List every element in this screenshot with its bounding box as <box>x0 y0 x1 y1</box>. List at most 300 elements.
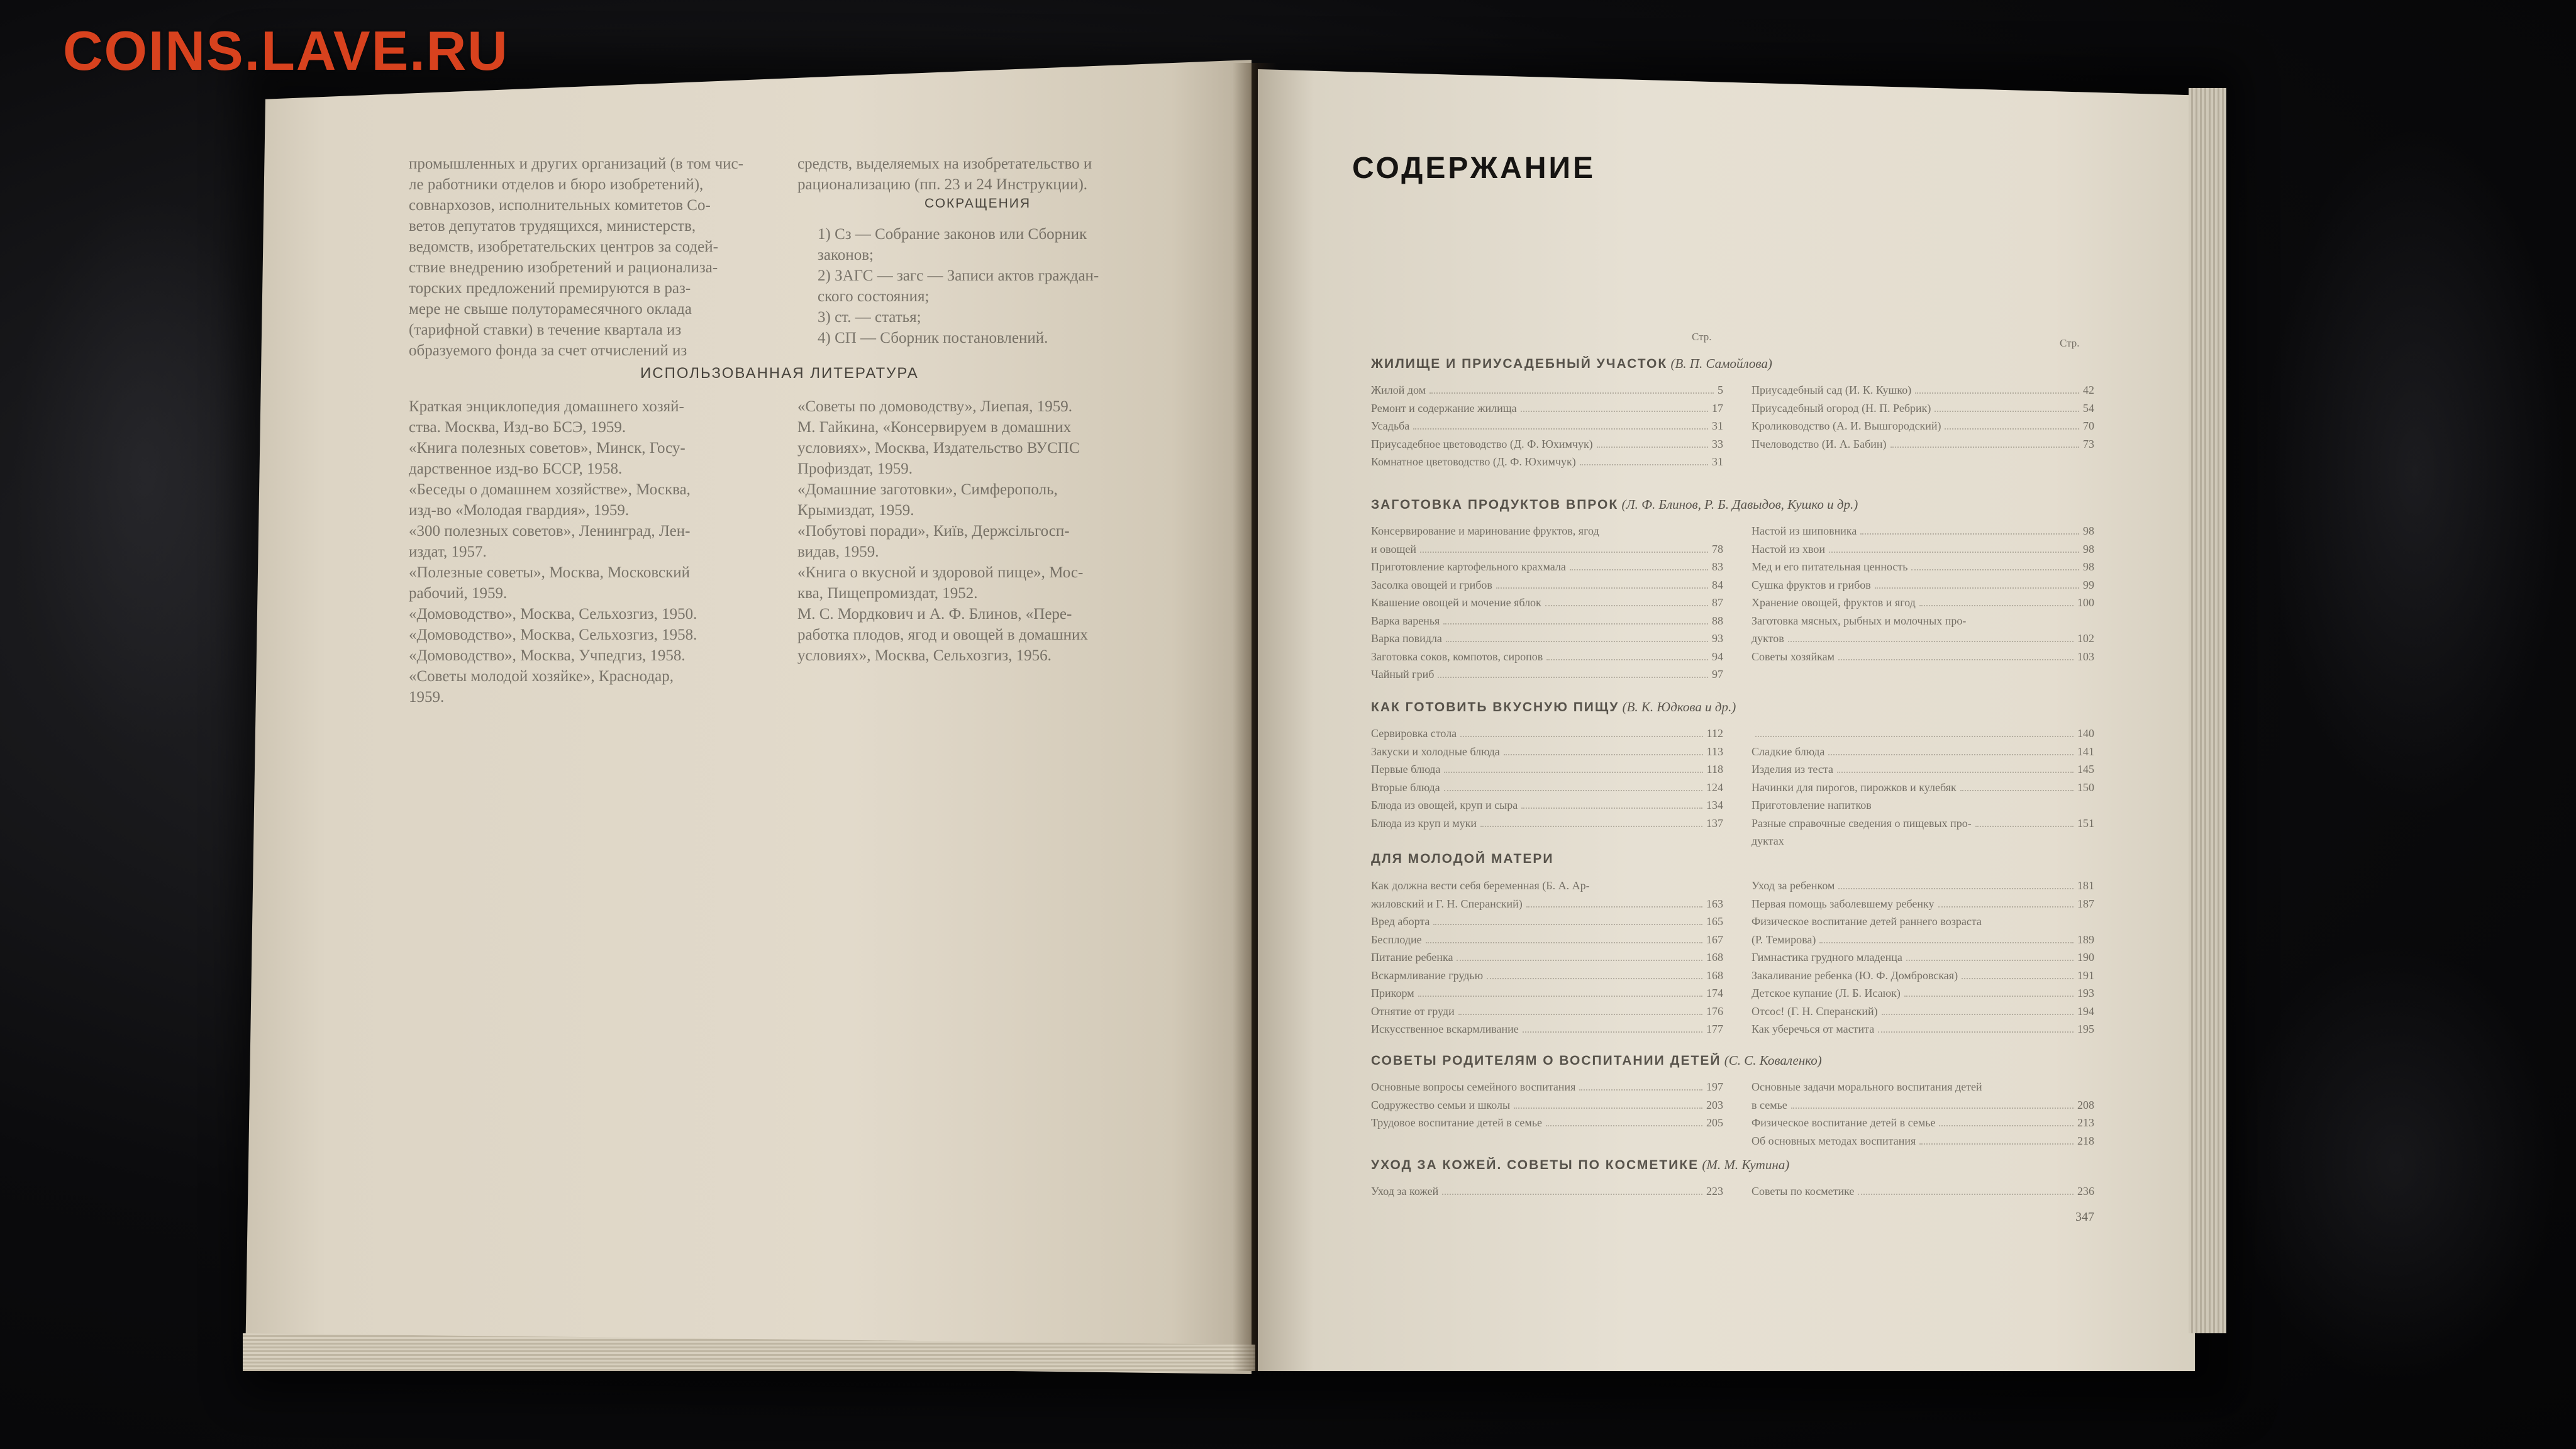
text-line: «Советы по домоводству», Лиепая, 1959. <box>797 398 1072 415</box>
toc-entry-title: Трудовое воспитание детей в семье <box>1371 1116 1543 1129</box>
text-line: промышленных и других организаций (в том чис- <box>409 155 743 172</box>
toc-column-left <box>1371 1078 1723 1132</box>
toc-column-right <box>1752 1078 2094 1150</box>
toc-entry <box>1752 1078 2094 1096</box>
toc-entry-page: 205 <box>1706 1116 1723 1129</box>
section-author: (С. С. Коваленко) <box>1721 1053 1822 1068</box>
page-column-label: Стр. <box>2060 337 2080 349</box>
toc-entry <box>1371 1002 1723 1021</box>
dot-leader <box>1438 677 1708 678</box>
toc-entry-title: Первая помощь заболевшему ребенку <box>1752 897 1935 910</box>
toc-entry-page: 124 <box>1706 780 1723 794</box>
text-line: 4) СП — Сборник постановлений. <box>818 330 1048 347</box>
toc-entry-title: Настой из шиповника <box>1752 525 1857 537</box>
text-line: Крымиздат, 1959. <box>797 502 914 519</box>
dot-leader <box>1919 1143 2074 1145</box>
dot-leader <box>1904 996 2074 997</box>
toc-entry-title: Основные вопросы семейного воспитания <box>1371 1080 1576 1093</box>
text-line: условиях», Москва, Издательство ВУСПС <box>797 440 1080 457</box>
text-line: видав, 1959. <box>797 543 879 560</box>
toc-entry-title: Варка варенья <box>1371 614 1440 627</box>
toc-entry-page: 165 <box>1706 915 1723 928</box>
text-line: рабочий, 1959. <box>409 585 508 602</box>
dot-leader <box>1838 888 2074 889</box>
toc-entry-page: 141 <box>2077 745 2094 758</box>
text-line: ского состояния; <box>818 288 930 305</box>
toc-entry <box>1752 931 2094 949</box>
text-line: ветов депутатов трудящихся, министерств, <box>409 218 696 235</box>
text-line: «Беседы о домашнем хозяйстве», Москва, <box>409 481 691 498</box>
dot-leader <box>1545 605 1708 606</box>
toc-entry-page: 203 <box>1706 1098 1723 1111</box>
toc-entry-title: Советы по косметике <box>1752 1185 1855 1197</box>
toc-entry-title: Заготовка соков, компотов, сиропов <box>1371 650 1543 663</box>
toc-entry-title: Начинки для пирогов, пирожков и кулебяк <box>1752 780 1957 794</box>
section-title: ЗАГОТОВКА ПРОДУКТОВ ВПРОК <box>1371 497 1619 512</box>
toc-entry-page: 150 <box>2077 780 2094 794</box>
toc-entry-title: Уход за кожей <box>1371 1185 1439 1197</box>
toc-entry <box>1752 724 2094 743</box>
toc-entry-title: Физическое воспитание детей раннего возраста <box>1752 915 1982 928</box>
toc-entry-page: 97 <box>1712 668 1723 680</box>
toc-column-left <box>1371 877 1723 1038</box>
toc-entry-page: 189 <box>2077 933 2094 946</box>
toc-entry <box>1371 612 1723 630</box>
toc-entry <box>1752 1182 2094 1201</box>
dot-leader <box>1829 552 2079 553</box>
toc-column-right <box>1752 1182 2094 1201</box>
text-line: «Домоводство», Москва, Учпедгиз, 1958. <box>409 647 686 664</box>
dot-leader <box>1514 1108 1702 1109</box>
background-fold <box>2233 943 2560 1384</box>
text-line: ле работники отделов и бюро изобретений), <box>409 176 704 193</box>
toc-entry-page: 17 <box>1712 401 1723 414</box>
toc-entry-page: 31 <box>1712 419 1723 432</box>
dot-leader <box>1858 1194 2074 1195</box>
toc-section-heading <box>1371 852 1554 867</box>
toc-entry <box>1371 522 1723 540</box>
dot-leader <box>1819 942 2074 943</box>
toc-entry-page: 236 <box>2077 1185 2094 1197</box>
toc-entry-title: Приготовление картофельного крахмала <box>1371 560 1566 573</box>
toc-entry <box>1371 576 1723 594</box>
toc-entry-title: Вторые блюда <box>1371 780 1440 794</box>
background-fold <box>2264 126 2566 818</box>
toc-entry-title: Приусадебное цветоводство (Д. Ф. Юхимчук) <box>1371 437 1593 450</box>
toc-entry-page: 177 <box>1706 1023 1723 1035</box>
dot-leader <box>1938 906 2074 908</box>
text-line: 1) Сз — Собрание законов или Сборник <box>818 226 1087 243</box>
toc-entry <box>1371 648 1723 666</box>
toc-entry-page: 176 <box>1706 1004 1723 1018</box>
toc-entry <box>1371 760 1723 779</box>
toc-entry <box>1371 540 1723 558</box>
right-top-column <box>797 153 1175 195</box>
toc-entry <box>1371 913 1723 931</box>
toc-entry-title: Блюда из овощей, круп и сыра <box>1371 799 1518 811</box>
toc-entry-page: 84 <box>1712 578 1723 591</box>
toc-entry-page: 181 <box>2077 879 2094 892</box>
toc-column-right <box>1752 724 2094 850</box>
toc-entry-title: Заготовка мясных, рыбных и молочных про- <box>1752 614 1967 627</box>
toc-entry <box>1752 895 2094 913</box>
toc-entry <box>1752 743 2094 761</box>
toc-entry <box>1371 743 1723 761</box>
toc-entry-page: 112 <box>1706 727 1723 740</box>
dot-leader <box>1433 924 1702 925</box>
toc-entry-title: Закаливание ребенка (Ю. Ф. Домбровская) <box>1752 969 1958 982</box>
toc-entry <box>1371 630 1723 648</box>
toc-section-heading <box>1371 497 1858 513</box>
dot-leader <box>1460 736 1702 737</box>
toc-entry <box>1752 948 2094 967</box>
toc-entry <box>1371 594 1723 612</box>
dot-leader <box>1418 996 1702 997</box>
text-line: 1959. <box>409 689 445 706</box>
dot-leader <box>1426 942 1702 943</box>
toc-entry-title: Отнятие от груди <box>1371 1004 1455 1018</box>
text-line: «Полезные советы», Москва, Московский <box>409 564 690 581</box>
dot-leader <box>1442 1194 1702 1195</box>
toc-entry-title: Ремонт и содержание жилища <box>1371 401 1517 414</box>
toc-column-left <box>1371 381 1723 471</box>
toc-entry <box>1752 814 2094 833</box>
text-line: мере не свыше полуторамесячного оклада <box>409 301 692 318</box>
dot-leader <box>1580 464 1708 465</box>
text-line: «Книга полезных советов», Минск, Госу- <box>409 440 686 457</box>
dot-leader <box>1962 978 2074 979</box>
dot-leader <box>1911 569 2079 570</box>
toc-section-heading <box>1371 1157 1789 1173</box>
dot-leader <box>1443 623 1708 625</box>
page-number: 347 <box>2075 1210 2094 1224</box>
toc-entry-title: Советы хозяйкам <box>1752 650 1835 663</box>
toc-entry-title: Питание ребенка <box>1371 951 1453 963</box>
toc-entry-page: 54 <box>2083 401 2094 414</box>
toc-entry <box>1752 576 2094 594</box>
literature-right-column <box>797 396 1181 666</box>
toc-entry <box>1371 1182 1723 1201</box>
toc-entry-title: жиловский и Г. Н. Сперанский) <box>1371 897 1523 910</box>
toc-entry <box>1371 796 1723 814</box>
text-line: «Советы молодой хозяйке», Краснодар, <box>409 668 674 685</box>
toc-entry-page: 195 <box>2077 1023 2094 1035</box>
toc-entry <box>1752 558 2094 576</box>
literature-heading: ИСПОЛЬЗОВАННАЯ ЛИТЕРАТУРА <box>640 365 919 382</box>
toc-entry-page: 78 <box>1712 542 1723 555</box>
text-line: М. Гайкина, «Консервируем в домашних <box>797 419 1072 436</box>
toc-entry-title: в семье <box>1752 1098 1787 1111</box>
text-line: ствие внедрению изобретений и рационализа- <box>409 259 718 276</box>
toc-entry-title: Приусадебный огород (Н. П. Ребрик) <box>1752 401 1931 414</box>
toc-entry-title: Изделия из теста <box>1752 763 1833 775</box>
toc-entry <box>1752 522 2094 540</box>
dot-leader <box>1878 1031 2074 1033</box>
toc-entry-title: Разные справочные сведения о пищевых про- <box>1752 816 1972 830</box>
toc-entry <box>1752 796 2094 814</box>
dot-leader <box>1526 906 1702 908</box>
toc-section-heading <box>1371 1053 1822 1069</box>
text-line: издат, 1957. <box>409 543 487 560</box>
toc-entry-title: Содружество семьи и школы <box>1371 1098 1511 1111</box>
toc-entry <box>1371 381 1723 399</box>
toc-entry <box>1752 760 2094 779</box>
toc-entry-title: Комнатное цветоводство (Д. Ф. Юхимчук) <box>1371 455 1576 468</box>
dot-leader <box>1480 826 1702 827</box>
toc-entry-title: Хранение овощей, фруктов и ягод <box>1752 596 1916 609</box>
toc-entry-title: Отсос! (Г. Н. Сперанский) <box>1752 1004 1878 1018</box>
left-top-column <box>409 153 780 361</box>
toc-entry-page: 93 <box>1712 632 1723 645</box>
toc-entry-page: 99 <box>2083 578 2094 591</box>
text-line: средств, выделяемых на изобретательство и <box>797 155 1092 172</box>
toc-entry <box>1752 1002 2094 1021</box>
dot-leader <box>1960 790 2074 791</box>
dot-leader <box>1975 826 2074 827</box>
text-line: «Домашние заготовки», Симферополь, <box>797 481 1058 498</box>
dot-leader <box>1860 533 2079 535</box>
toc-entry-page: 187 <box>2077 897 2094 910</box>
literature-left-column <box>409 396 786 708</box>
section-author: (В. П. Самойлова) <box>1667 356 1772 371</box>
section-title: КАК ГОТОВИТЬ ВКУСНУЮ ПИЩУ <box>1371 700 1619 714</box>
right-page <box>1258 69 2195 1371</box>
toc-entry-page: 98 <box>2083 560 2094 573</box>
text-line: работка плодов, ягод и овощей в домашних <box>797 626 1088 643</box>
toc-entry-title: Как должна вести себя беременная (Б. А. Ар- <box>1371 879 1590 892</box>
toc-entry <box>1752 399 2094 418</box>
toc-entry-title: (Р. Темирова) <box>1752 933 1816 946</box>
dot-leader <box>1521 411 1708 412</box>
toc-entry-title: Закуски и холодные блюда <box>1371 745 1500 758</box>
toc-entry-title: дуктах <box>1752 835 1784 847</box>
toc-entry-page: 70 <box>2083 419 2094 432</box>
toc-entry <box>1371 931 1723 949</box>
dot-leader <box>1446 641 1708 642</box>
text-line: «Домоводство», Москва, Сельхозгиз, 1958. <box>409 626 697 643</box>
toc-entry-page: 168 <box>1706 951 1723 963</box>
toc-entry-title: Кролиководство (А. И. Вышгородский) <box>1752 419 1941 432</box>
toc-entry <box>1371 1020 1723 1038</box>
toc-entry-page: 194 <box>2077 1004 2094 1018</box>
toc-entry <box>1752 1132 2094 1150</box>
dot-leader <box>1504 754 1703 755</box>
toc-entry <box>1752 877 2094 895</box>
toc-entry-title: Бесплодие <box>1371 933 1422 946</box>
text-line: «Домоводство», Москва, Сельхозгиз, 1950. <box>409 606 697 623</box>
toc-entry <box>1371 814 1723 833</box>
toc-entry-title: и овощей <box>1371 542 1416 555</box>
toc-entry-page: 213 <box>2077 1116 2094 1129</box>
toc-entry <box>1371 665 1723 684</box>
toc-entry-page: 197 <box>1706 1080 1723 1093</box>
toc-entry-page: 33 <box>1712 437 1723 450</box>
toc-column-right <box>1752 522 2094 665</box>
toc-entry-title: Пчеловодство (И. А. Бабин) <box>1752 437 1887 450</box>
toc-entry-title: Искусственное вскармливание <box>1371 1023 1519 1035</box>
section-author: (М. М. Кутина) <box>1699 1157 1790 1172</box>
toc-entry-title: Об основных методах воспитания <box>1752 1134 1916 1147</box>
toc-entry-title: Блюда из круп и муки <box>1371 816 1477 830</box>
toc-entry <box>1752 913 2094 931</box>
dot-leader <box>1487 978 1702 979</box>
toc-entry-title: Мед и его питательная ценность <box>1752 560 1908 573</box>
dot-leader <box>1413 428 1708 430</box>
dot-leader <box>1882 1014 2074 1015</box>
text-line: 3) ст. — статья; <box>818 309 921 326</box>
toc-entry-title: Гимнастика грудного младенца <box>1752 951 1902 963</box>
toc-entry <box>1371 1114 1723 1132</box>
toc-section-heading <box>1371 356 1772 372</box>
dot-leader <box>1945 428 2079 430</box>
toc-entry-page: 98 <box>2083 525 2094 537</box>
toc-entry-page: 5 <box>1718 384 1723 396</box>
toc-entry <box>1371 877 1723 895</box>
toc-entry-page: 98 <box>2083 542 2094 555</box>
toc-entry-title: Варка повидла <box>1371 632 1442 645</box>
dot-leader <box>1837 772 2074 773</box>
dot-leader <box>1521 808 1702 809</box>
dot-leader <box>1875 587 2079 589</box>
toc-entry <box>1752 832 2094 850</box>
toc-entry-page: 193 <box>2077 987 2094 999</box>
toc-title: СОДЕРЖАНИЕ <box>1352 152 1596 185</box>
toc-entry <box>1752 984 2094 1002</box>
dot-leader <box>1755 736 2074 737</box>
toc-entry-page: 118 <box>1706 763 1723 775</box>
toc-section-heading <box>1371 699 1736 715</box>
toc-entry-title: Приусадебный сад (И. К. Кушко) <box>1752 384 1912 396</box>
toc-entry-page: 88 <box>1712 614 1723 627</box>
toc-entry-page: 223 <box>1706 1185 1723 1197</box>
toc-entry-page: 168 <box>1706 969 1723 982</box>
dot-leader <box>1935 411 2079 412</box>
dot-leader <box>1444 790 1702 791</box>
toc-entry-title: Основные задачи морального воспитания детей <box>1752 1080 1982 1093</box>
toc-entry <box>1752 381 2094 399</box>
dot-leader <box>1430 392 1714 394</box>
toc-column-right <box>1752 381 2094 453</box>
toc-entry-page: 191 <box>2077 969 2094 982</box>
right-page-stack <box>2189 88 2226 1333</box>
toc-entry-page: 134 <box>1706 799 1723 811</box>
dot-leader <box>1890 447 2079 448</box>
toc-entry <box>1371 967 1723 985</box>
abbreviations-list <box>818 224 1182 348</box>
toc-entry <box>1371 558 1723 576</box>
toc-entry-page: 218 <box>2077 1134 2094 1147</box>
toc-entry-title: Сладкие блюда <box>1752 745 1825 758</box>
toc-entry-title: Уход за ребенком <box>1752 879 1835 892</box>
text-line: ведомств, изобретательских центров за содей- <box>409 238 718 255</box>
dot-leader <box>1915 392 2079 394</box>
text-line: «300 полезных советов», Ленинград, Лен- <box>409 523 691 540</box>
text-line: изд-во «Молодая гвардия», 1959. <box>409 502 630 519</box>
text-line: «Побутові поради», Київ, Держсільгосп- <box>797 523 1070 540</box>
text-line: М. С. Мордкович и А. Ф. Блинов, «Пере- <box>797 606 1072 623</box>
toc-entry-title: Сушка фруктов и грибов <box>1752 578 1871 591</box>
toc-entry-page: 31 <box>1712 455 1723 468</box>
toc-entry-title: Вред аборта <box>1371 915 1430 928</box>
toc-entry <box>1752 967 2094 985</box>
text-line: 2) ЗАГС — загс — Записи актов граждан- <box>818 267 1099 284</box>
toc-entry <box>1752 594 2094 612</box>
text-line: «Книга о вкусной и здоровой пище», Мос- <box>797 564 1084 581</box>
toc-entry-title: Сервировка стола <box>1371 727 1457 740</box>
dot-leader <box>1939 1125 2074 1126</box>
toc-entry <box>1752 1114 2094 1132</box>
toc-entry <box>1371 453 1723 471</box>
toc-column-left <box>1371 522 1723 684</box>
toc-entry-title: Жилой дом <box>1371 384 1426 396</box>
page-column-label: Стр. <box>1692 331 1712 343</box>
section-author: (Л. Ф. Блинов, Р. Б. Давыдов, Кушко и др.) <box>1618 497 1858 512</box>
toc-entry-page: 83 <box>1712 560 1723 573</box>
toc-entry-page: 208 <box>2077 1098 2094 1111</box>
toc-entry <box>1752 612 2094 630</box>
section-title: УХОД ЗА КОЖЕЙ. СОВЕТЫ ПО КОСМЕТИКЕ <box>1371 1158 1699 1172</box>
dot-leader <box>1906 960 2074 961</box>
toc-entry-title: дуктов <box>1752 632 1784 645</box>
dot-leader <box>1458 1014 1702 1015</box>
dot-leader <box>1597 447 1708 448</box>
toc-entry <box>1752 417 2094 435</box>
toc-entry-title: Приготовление напитков <box>1752 799 1872 811</box>
dot-leader <box>1570 569 1708 570</box>
toc-entry-title: Вскармливание грудью <box>1371 969 1484 982</box>
dot-leader <box>1457 960 1702 961</box>
section-title: ДЛЯ МОЛОДОЙ МАТЕРИ <box>1371 852 1554 866</box>
toc-entry-title: Настой из хвои <box>1752 542 1825 555</box>
dot-leader <box>1496 587 1708 589</box>
toc-entry <box>1371 724 1723 743</box>
text-line: Профиздат, 1959. <box>797 460 913 477</box>
toc-entry-title: Засолка овощей и грибов <box>1371 578 1492 591</box>
dot-leader <box>1838 659 2074 660</box>
toc-entry-page: 113 <box>1706 745 1723 758</box>
section-author: (В. К. Юдкова и др.) <box>1619 699 1736 714</box>
toc-column-right <box>1752 877 2094 1038</box>
toc-entry <box>1752 630 2094 648</box>
text-line: совнархозов, исполнительных комитетов Со- <box>409 197 711 214</box>
toc-entry-title: Чайный гриб <box>1371 668 1435 680</box>
toc-entry-page: 100 <box>2077 596 2094 609</box>
toc-column-left <box>1371 1182 1723 1201</box>
toc-entry <box>1371 417 1723 435</box>
toc-entry <box>1752 435 2094 453</box>
section-title: ЖИЛИЩЕ И ПРИУСАДЕБНЫЙ УЧАСТОК <box>1371 357 1668 371</box>
dot-leader <box>1919 605 2074 606</box>
toc-entry-page: 73 <box>2083 437 2094 450</box>
toc-entry <box>1371 435 1723 453</box>
text-line: дарственное изд-во БССР, 1958. <box>409 460 623 477</box>
dot-leader <box>1546 659 1708 660</box>
dot-leader <box>1420 552 1708 553</box>
toc-entry-title: Детское купание (Л. Б. Исаюк) <box>1752 987 1901 999</box>
dot-leader <box>1579 1089 1702 1091</box>
toc-entry <box>1371 1078 1723 1096</box>
text-line: ква, Пищепромиздат, 1952. <box>797 585 978 602</box>
toc-entry-page: 167 <box>1706 933 1723 946</box>
text-line: образуемого фонда за счет отчислений из <box>409 342 687 359</box>
toc-entry <box>1752 1096 2094 1114</box>
toc-entry <box>1371 779 1723 797</box>
toc-entry <box>1752 540 2094 558</box>
toc-entry <box>1371 984 1723 1002</box>
dot-leader <box>1523 1031 1702 1033</box>
toc-entry-page: 137 <box>1706 816 1723 830</box>
toc-entry-page: 190 <box>2077 951 2094 963</box>
